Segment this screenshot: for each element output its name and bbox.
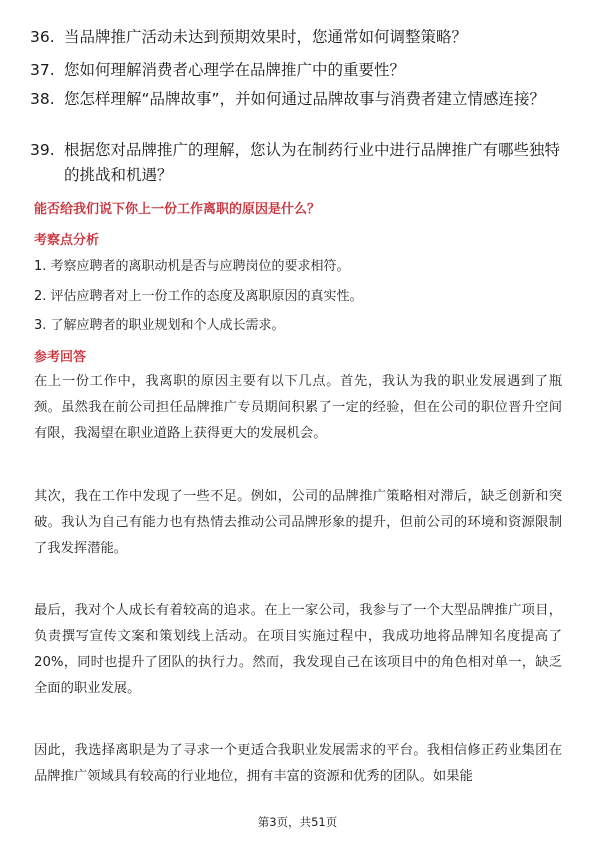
analysis-item: 1. 考察应聘者的离职动机是否与应聘岗位的要求相符。 (34, 259, 350, 274)
question-number: 39. (30, 141, 55, 159)
question-text: 您怎样理解“品牌故事”，并如何通过品牌故事与消费者建立情感连接？ (64, 90, 546, 108)
question-39 (30, 138, 560, 188)
question-text: 当品牌推广活动未达到预期效果时，您通常如何调整策略？ (64, 28, 468, 46)
question-text: 您如何理解消费者心理学在品牌推广中的重要性？ (64, 61, 406, 79)
question-number: 38. (30, 90, 55, 108)
answer-paragraph: 在上一份工作中，我离职的原因主要有以下几点。首先，我认为我的职业发展遇到了瓶颈。虽然我在前公司担任品牌推广专员期间积累了一定的经验，但在公司的职位晋升空间有限，我渴望在职业道路上获得更大的发展机会。 (34, 374, 562, 441)
question-number: 37. (30, 61, 55, 79)
analysis-item: 3. 了解应聘者的职业规划和个人成长需求。 (34, 318, 285, 333)
answer-paragraph: 因此，我选择离职是为了寻求一个更适合我职业发展需求的平台。我相信修正药业集团在品牌推广领域具有较高的行业地位，拥有丰富的资源和优秀的团队。如果能 (34, 743, 562, 784)
answer-paragraph: 其次，我在工作中发现了一些不足。例如，公司的品牌推广策略相对滞后，缺乏创新和突破。我认为自己有能力也有热情去推动公司品牌形象的提升，但前公司的环境和资源限制了我发挥潜能。 (34, 489, 562, 556)
analysis-item: 2. 评估应聘者对上一份工作的态度及离职原因的真实性。 (34, 289, 363, 304)
question-text: 根据您对品牌推广的理解，您认为在制药行业中进行品牌推广有哪些独特的挑战和机遇？ (64, 141, 561, 184)
question-36 (30, 25, 560, 50)
question-number: 36. (30, 28, 55, 46)
question-38 (30, 87, 560, 112)
analysis-heading: 考察点分析 (34, 233, 100, 248)
question-37 (30, 58, 560, 83)
answer-paragraph: 最后，我对个人成长有着较高的追求。在上一家公司，我参与了一个大型品牌推广项目，负责撰写宣传文案和策划线上活动。在项目实施过程中，我成功地将品牌知名度提高了20%，同时也提升了团队的执行力。然而，我发现自己在该项目中的角色相对单一，缺乏全面的职业发展。 (34, 603, 562, 696)
answer-heading: 参考回答 (34, 350, 87, 365)
page-footer: 第3页，共51页 (257, 815, 338, 829)
section-title: 能否给我们说下你上一份工作离职的原因是什么？ (34, 202, 321, 217)
